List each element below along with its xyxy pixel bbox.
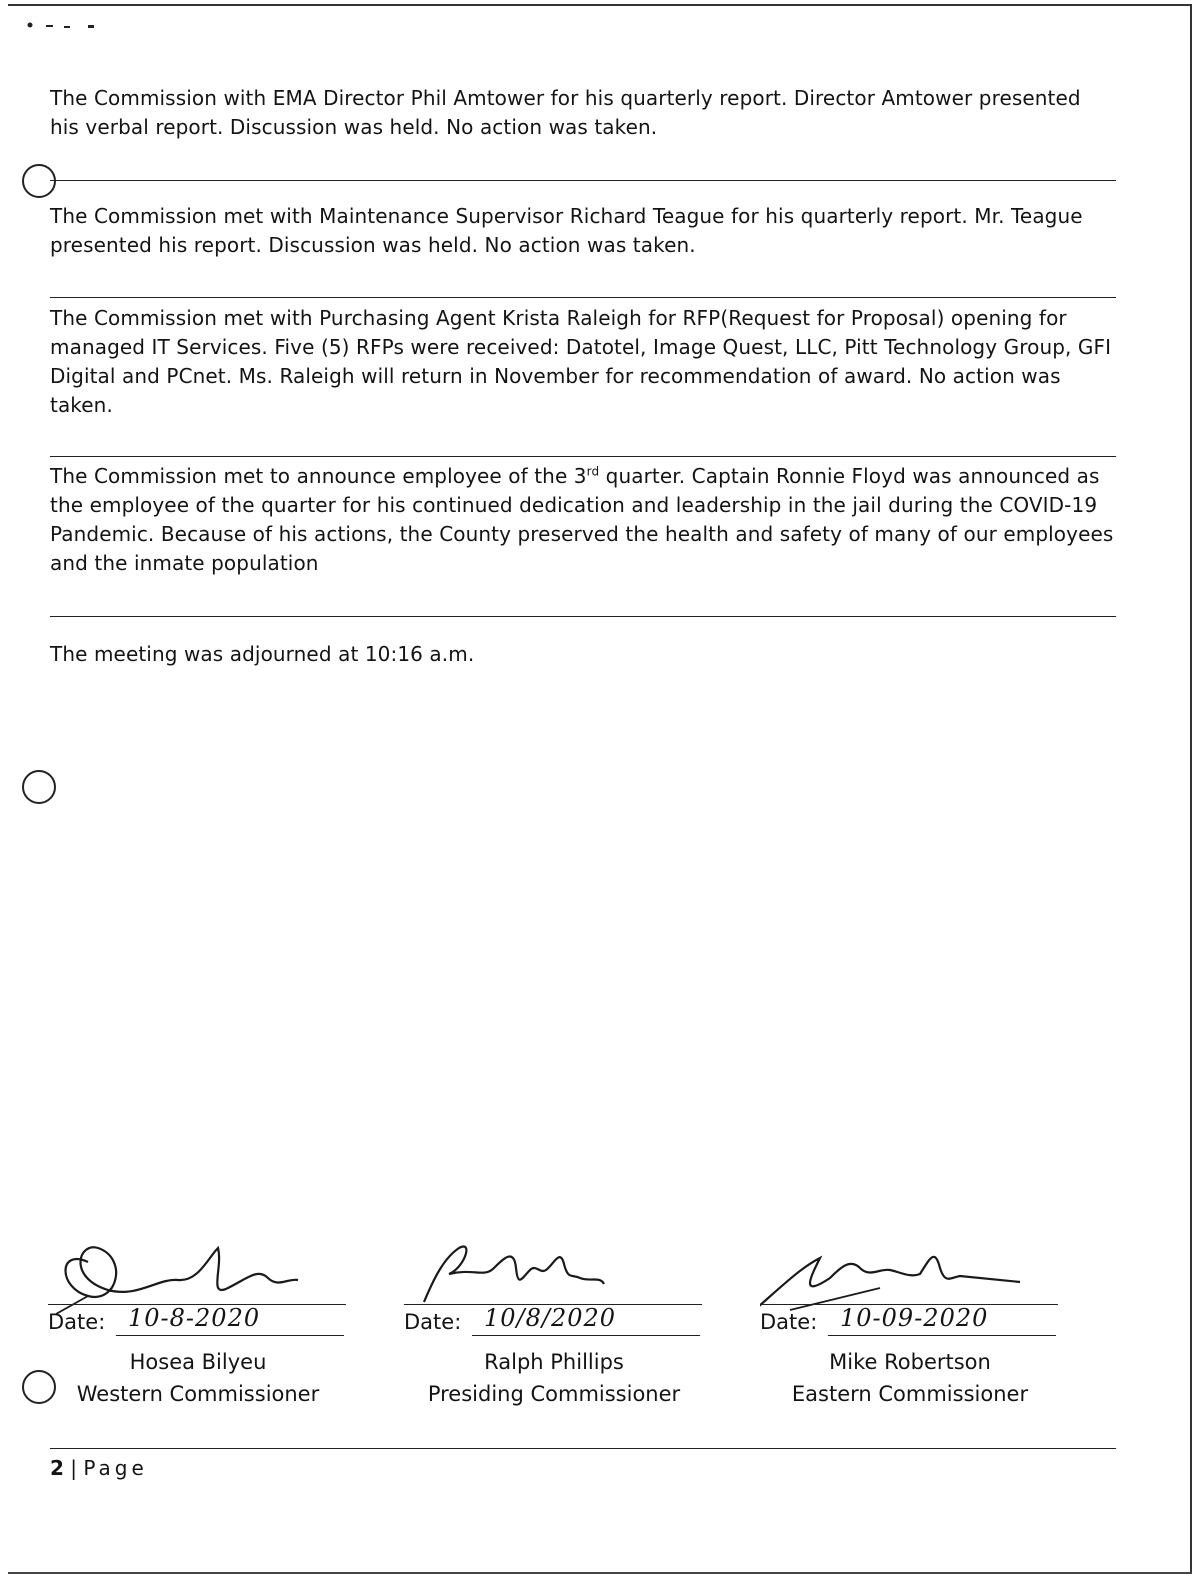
signer-name: Hosea Bilyeu xyxy=(129,1350,267,1374)
signer-title: Presiding Commissioner xyxy=(427,1382,681,1406)
handwritten-signature-icon xyxy=(404,1218,704,1314)
page-number: 2 xyxy=(50,1456,64,1480)
punch-hole-icon xyxy=(22,770,56,804)
date-line xyxy=(828,1335,1056,1336)
signer-title: Eastern Commissioner xyxy=(791,1382,1029,1406)
paragraph-maintenance-report: The Commission met with Maintenance Supervisor Richard Teague for his quarterly report. Mr. Teague presented his report. Discussion was held. No action was taken. xyxy=(50,204,1083,257)
ordinal-suffix: rd xyxy=(586,464,600,479)
employee-text-start: The Commission met to announce employee of the 3 xyxy=(50,464,587,488)
page-border-top xyxy=(8,4,1192,6)
paragraph-rfp-opening: The Commission met with Purchasing Agent Krista Raleigh for RFP(Request for Proposal) opening for managed IT Services. Five (5) RFPs were received: Datotel, Image Quest, LLC, Pitt Technology Group, GFI Digital and PCnet. Ms. Raleigh will return in November for recommendation of award. No action was taken. xyxy=(50,306,1112,417)
handwritten-date: 10/8/2020 xyxy=(484,1304,617,1332)
handwritten-date: 10-8-2020 xyxy=(128,1304,261,1332)
date-row xyxy=(760,1306,1060,1336)
section-divider xyxy=(50,616,1116,617)
date-row xyxy=(404,1306,704,1336)
date-line xyxy=(116,1335,344,1336)
section-divider xyxy=(50,297,1116,298)
signature-block-presiding xyxy=(404,1218,704,1418)
paragraph-adjournment: The meeting was adjourned at 10:16 a.m. xyxy=(50,642,475,666)
date-row xyxy=(48,1306,348,1336)
handwritten-signature-icon xyxy=(48,1218,348,1314)
punch-hole-icon xyxy=(22,164,56,198)
paragraph-employee-of-quarter xyxy=(50,462,1116,578)
page-word: Page xyxy=(83,1456,148,1480)
date-label: Date: xyxy=(48,1310,106,1334)
signer-name: Mike Robertson xyxy=(829,1350,991,1374)
signature-block-eastern xyxy=(760,1218,1060,1418)
signature-block-western xyxy=(48,1218,348,1418)
section-divider xyxy=(50,456,1116,457)
page-border-right xyxy=(1190,4,1192,1574)
punch-hole-icon xyxy=(22,1370,56,1404)
scan-artifact-icon xyxy=(22,20,112,34)
section-divider xyxy=(50,180,1116,181)
date-label: Date: xyxy=(760,1310,818,1334)
paragraph-ema-report: The Commission with EMA Director Phil Amtower for his quarterly report. Director Amtower presented his verbal report. Discussion was held. No action was taken. xyxy=(50,86,1081,139)
employee-text-rest: quarter. Captain Ronnie Floyd was announced as the employee of the quarter for his continued dedication and leadership in the jail during the COVID-19 Pandemic. Because of his actions, the County preserved the health and safety of many of our employees and the inmate population xyxy=(50,464,1114,575)
page-border-bottom xyxy=(8,1572,1192,1574)
handwritten-signature-icon xyxy=(760,1218,1060,1314)
signer-name: Ralph Phillips xyxy=(484,1350,624,1374)
handwritten-date: 10-09-2020 xyxy=(840,1304,989,1332)
footer-separator: | xyxy=(63,1456,84,1480)
signer-title: Western Commissioner xyxy=(76,1382,320,1406)
date-line xyxy=(472,1335,700,1336)
date-label: Date: xyxy=(404,1310,462,1334)
page-footer xyxy=(50,1456,148,1480)
footer-divider xyxy=(50,1448,1116,1449)
